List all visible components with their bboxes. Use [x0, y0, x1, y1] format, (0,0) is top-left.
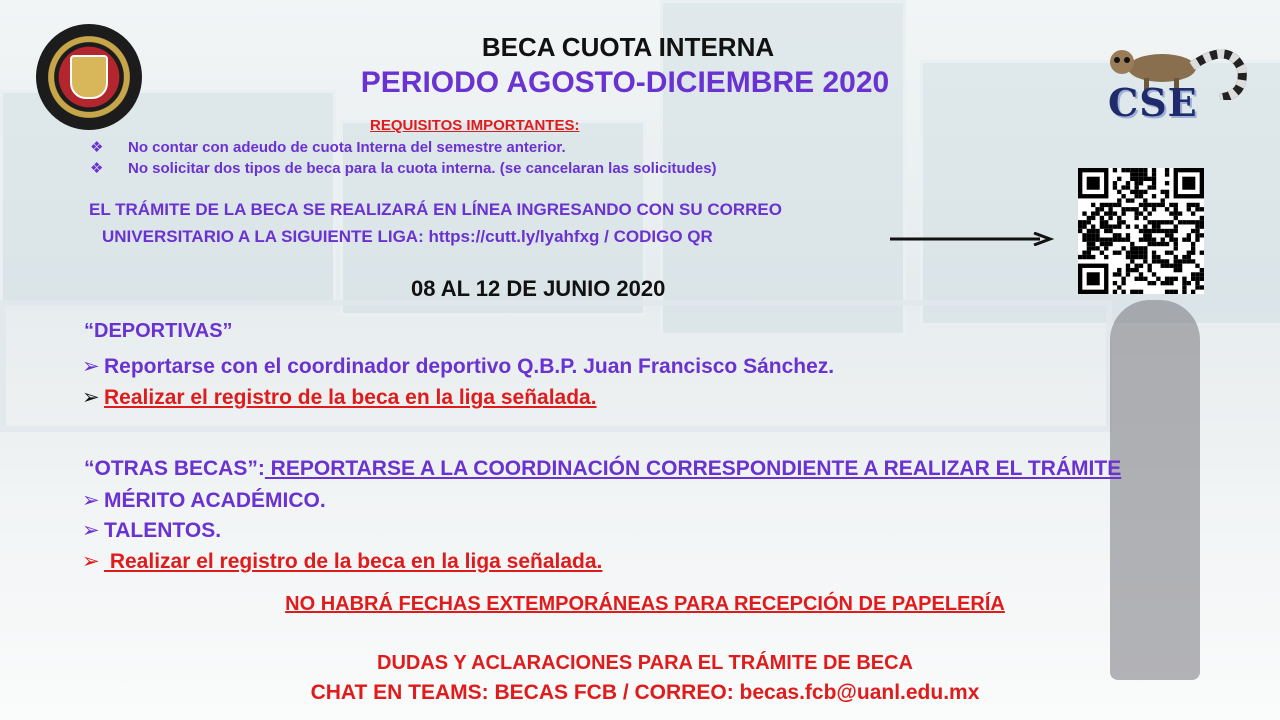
arrow-right-icon — [890, 232, 1054, 246]
registration-dates: 08 AL 12 DE JUNIO 2020 — [411, 276, 666, 301]
otras-register-link[interactable]: Realizar el registro de la beca en la liga señalada. — [104, 550, 603, 573]
deportivas-item-text: Reportarse con el coordinador deportivo Q.B.P. Juan Francisco Sánchez. — [104, 355, 835, 378]
deadline-notice: NO HABRÁ FECHAS EXTEMPORÁNEAS PARA RECEPCIÓN DE PAPELERÍA — [285, 593, 1005, 615]
contact-heading: DUDAS Y ACLARACIONES PARA EL TRÁMITE DE BECA — [377, 652, 913, 674]
requirement-item — [90, 159, 717, 177]
diamond-bullet-icon: ❖ — [90, 139, 104, 156]
otras-becas-instruction: REPORTARSE A LA COORDINACIÓN CORRESPONDIENTE A REALIZAR EL TRÁMITE — [264, 457, 1122, 480]
person-silhouette — [1110, 300, 1200, 680]
arrow-bullet-icon: ➢ — [82, 489, 100, 512]
otras-item — [82, 549, 602, 574]
requirements-heading: REQUISITOS IMPORTANTES: — [370, 117, 580, 134]
requirement-item — [90, 138, 566, 156]
otras-becas-line — [84, 457, 1121, 481]
arrow-bullet-icon: ➢ — [82, 355, 100, 378]
page-title: BECA CUOTA INTERNA — [481, 32, 775, 62]
otras-becas-heading: “OTRAS BECAS”: — [84, 457, 265, 480]
arrow-bullet-icon: ➢ — [82, 386, 100, 409]
diamond-bullet-icon: ❖ — [90, 160, 104, 177]
requirement-text: No contar con adeudo de cuota Interna del semestre anterior. — [128, 139, 566, 156]
otras-item — [82, 518, 221, 543]
otras-item — [82, 488, 326, 513]
otras-item-text: TALENTOS. — [104, 519, 222, 542]
deportivas-item — [82, 354, 834, 379]
otras-item-text: MÉRITO ACADÉMICO. — [104, 489, 326, 512]
requirement-text: No solicitar dos tipos de beca para la cuota interna. (se cancelaran las solicitudes) — [128, 160, 717, 177]
contact-details[interactable]: CHAT EN TEAMS: BECAS FCB / CORREO: becas.fcb@uanl.edu.mx — [310, 681, 980, 704]
deportivas-item — [82, 385, 597, 410]
arrow-bullet-icon: ➢ — [82, 519, 100, 542]
window-panel — [0, 90, 336, 306]
arrow-bullet-icon: ➢ — [82, 550, 100, 573]
qr-code-icon[interactable] — [1078, 168, 1204, 294]
procedure-line-1: EL TRÁMITE DE LA BECA SE REALIZARÁ EN LÍNEA INGRESANDO CON SU CORREO — [89, 200, 782, 219]
procedure-line-2[interactable]: UNIVERSITARIO A LA SIGUIENTE LIGA: https://cutt.ly/lyahfxg / CODIGO QR — [102, 227, 713, 246]
deportivas-heading: “DEPORTIVAS” — [84, 320, 233, 342]
period-subtitle: PERIODO AGOSTO-DICIEMBRE 2020 — [360, 66, 890, 99]
deportivas-register-link[interactable]: Realizar el registro de la beca en la liga señalada. — [104, 386, 597, 409]
cse-logo-text: CSE — [1108, 80, 1198, 125]
